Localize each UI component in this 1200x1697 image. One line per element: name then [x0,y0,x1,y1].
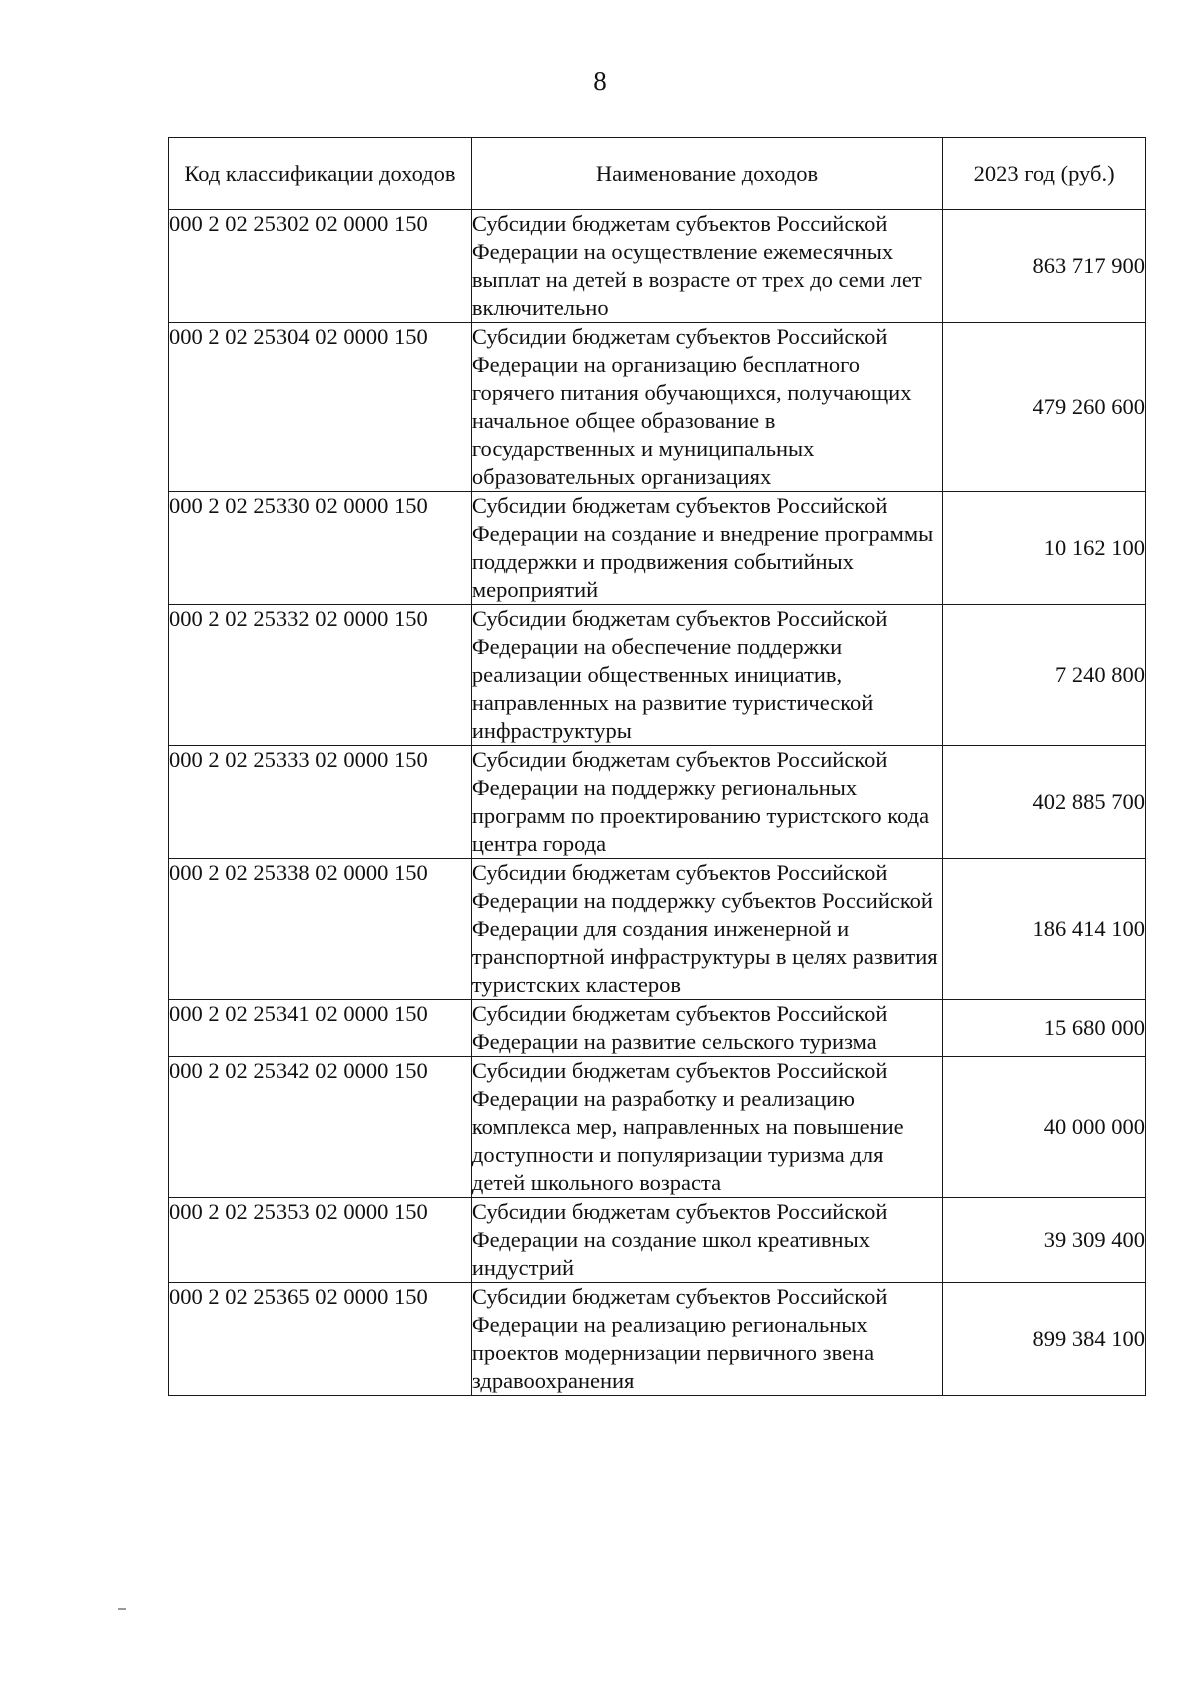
income-code: 000 2 02 25341 02 0000 150 [169,1000,472,1057]
income-amount: 402 885 700 [943,746,1146,859]
income-name: Субсидии бюджетам субъектов Российской Федерации на осуществление ежемесячных выплат на детей в возрасте от трех до семи лет включительно [471,210,942,323]
table-row [169,1283,1146,1396]
income-code: 000 2 02 25365 02 0000 150 [169,1283,472,1396]
income-amount: 10 162 100 [943,492,1146,605]
income-code: 000 2 02 25332 02 0000 150 [169,605,472,746]
header-amount: 2023 год (руб.) [943,138,1146,210]
income-name: Субсидии бюджетам субъектов Российской Федерации на поддержку субъектов Российской Федерации для создания инженерной и транспортной инфраструктуры в целях развития туристских кластеров [471,859,942,1000]
table-row [169,1000,1146,1057]
table-header-row [169,138,1146,210]
scan-artifact [118,1608,126,1610]
table-row [169,605,1146,746]
table-row [169,1198,1146,1283]
header-code: Код классификации доходов [169,138,472,210]
page-number: 8 [593,66,607,96]
income-amount: 39 309 400 [943,1198,1146,1283]
table-row [169,323,1146,492]
income-code: 000 2 02 25342 02 0000 150 [169,1057,472,1198]
income-name: Субсидии бюджетам субъектов Российской Федерации на поддержку региональных программ по проектированию туристского кода центра города [471,746,942,859]
income-table [168,137,1146,1396]
income-amount: 186 414 100 [943,859,1146,1000]
income-name: Субсидии бюджетам субъектов Российской Федерации на организацию бесплатного горячего питания обучающихся, получающих начальное общее образование в государственных и муниципальных образовательных организациях [471,323,942,492]
income-code: 000 2 02 25304 02 0000 150 [169,323,472,492]
table-row [169,746,1146,859]
income-name: Субсидии бюджетам субъектов Российской Федерации на разработку и реализацию комплекса мер, направленных на повышение доступности и популяризации туризма для детей школьного возраста [471,1057,942,1198]
income-amount: 863 717 900 [943,210,1146,323]
income-code: 000 2 02 25353 02 0000 150 [169,1198,472,1283]
income-name: Субсидии бюджетам субъектов Российской Федерации на создание и внедрение программы поддержки и продвижения событийных мероприятий [471,492,942,605]
income-name: Субсидии бюджетам субъектов Российской Федерации на обеспечение поддержки реализации общественных инициатив, направленных на развитие туристической инфраструктуры [471,605,942,746]
table-row [169,1057,1146,1198]
income-amount: 899 384 100 [943,1283,1146,1396]
table-row [169,210,1146,323]
table-row [169,492,1146,605]
income-amount: 40 000 000 [943,1057,1146,1198]
income-name: Субсидии бюджетам субъектов Российской Федерации на развитие сельского туризма [471,1000,942,1057]
income-name: Субсидии бюджетам субъектов Российской Федерации на создание школ креативных индустрий [471,1198,942,1283]
income-name: Субсидии бюджетам субъектов Российской Федерации на реализацию региональных проектов модернизации первичного звена здравоохранения [471,1283,942,1396]
income-code: 000 2 02 25330 02 0000 150 [169,492,472,605]
income-amount: 7 240 800 [943,605,1146,746]
header-name: Наименование доходов [471,138,942,210]
income-code: 000 2 02 25338 02 0000 150 [169,859,472,1000]
table-row [169,859,1146,1000]
income-amount: 15 680 000 [943,1000,1146,1057]
income-code: 000 2 02 25333 02 0000 150 [169,746,472,859]
income-code: 000 2 02 25302 02 0000 150 [169,210,472,323]
income-amount: 479 260 600 [943,323,1146,492]
